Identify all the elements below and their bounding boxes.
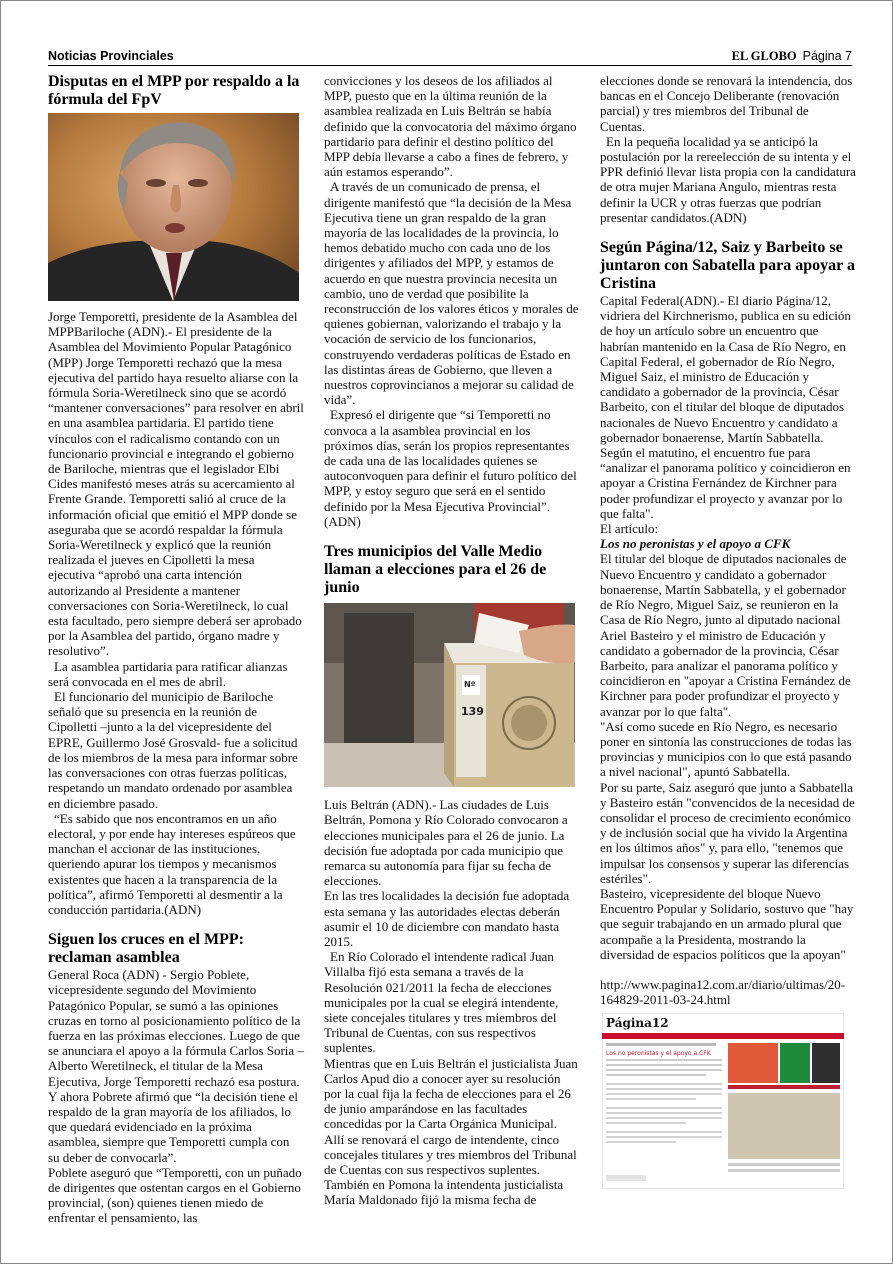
publication-name: EL GLOBO bbox=[731, 49, 797, 63]
article-paragraph: También en Pomona la intendenta justicialista María Maldonado fijó la misma fecha de bbox=[324, 1177, 564, 1208]
man-portrait-photo bbox=[48, 113, 299, 301]
article-paragraph: Poblete aseguró que “Temporetti, con un puñado de dirigentes que ostentan cargos en el Gobierno provincial, (son) quienes tienen miedo de enfrentar el pensamiento, las bbox=[48, 1164, 302, 1226]
article-paragraph: La asamblea partidaria para ratificar alianzas será convocada en el mes de abril. bbox=[48, 658, 288, 689]
article-paragraph: En la pequeña localidad ya se anticipó la postulación por la rereelección de su intenta y el PPR definió llevar lista propia con la candidatura de otra mujer Mariana Angulo, mientras resta definir la UCR y otras fuerzas que podrían presentar candidatos.(ADN) bbox=[600, 133, 856, 225]
article-paragraph: Luis Beltrán (ADN).- Las ciudades de Luis Beltrán, Pomona y Río Colorado convocaron a elecciones municipales para el 26 de junio. La decisión fue adoptada por cada municipio que remarca su autonomía para fijar su fecha de elecciones. bbox=[324, 797, 568, 889]
source-url: http://www.pagina12.com.ar/diario/ultimas/20-164829-2011-03-24.html bbox=[600, 976, 846, 1008]
p12-logo: Página12 bbox=[606, 1016, 669, 1031]
spacer bbox=[324, 529, 580, 543]
article-paragraph: convicciones y los deseos de los afiliados al MPP, puesto que en la última reunión de la asamblea realizada en Luis Beltrán se había definido que la convocatoria del máximo órgano partidario para definir el destino político del MPP debía llevarse a cabo a fines de febrero, y aún estamos esperando”. bbox=[324, 73, 577, 180]
section-title: Noticias Provinciales bbox=[48, 49, 174, 63]
ballot-box-label: Nº bbox=[464, 680, 476, 690]
article-paragraph: General Roca (ADN) - Sergio Poblete, vicepresidente segundo del Movimiento Patagónico Popular, se sumó a las opiniones cruzas en torno al posicionamiento político de la fuerza en las próximas elecciones. Luego de que se anunciara el apoyo a la fórmula Carlos Soria – Alberto Weretilneck, el titular de la Mesa Ejecutiva, Jorge Temporetti rechazó esa postura. Y ahora Pobrete afirmó que “la decisión tiene el respaldo de la gran mayoría de los afiliados, lo que quedará evidenciado en la próxima asamblea, siempre que Temporetti cumpla con su deber de convocarla”. bbox=[48, 967, 304, 1165]
article-paragraph: Mientras que en Luis Beltrán el justicialista Juan Carlos Apud dio a conocer ayer su resolución por la cual fija la fecha de elecciones para el 26 de junio amparándose en las facultades concedidas por la Carta Orgánica Municipal. bbox=[324, 1055, 578, 1132]
column-1 bbox=[48, 73, 304, 1226]
article-paragraph: El titular del bloque de diputados nacionales de Nuevo Encuentro y candidato a gobernador bonaerense, Martín Sabbatella, y el gobernador de Río Negro, Miguel Saiz, se reunieron en la Casa de Río Negro, junto al diputado nacional Ariel Basteiro y el ministro de Educación y candidato a gobernador de la provincia, César Barbeito, para analizar el panorama político y coincidieron en "apoyar a Cristina Fernández de Kirchner para poder profundizar el proyecto y avanzar por lo que falta". bbox=[600, 551, 851, 719]
article-paragraph: Jorge Temporetti, presidente de la Asamblea del MPPBariloche (ADN).- El presidente de la Asamblea del Movimiento Popular Patagónico (MPP) Jorge Temporetti rechazó que la mesa ejecutiva del partido haya resuelto aliarse con la fórmula Soria-Weretilneck sino que se acordó “mantener conversaciones” para resolver en abril en una asamblea partidaria. El partido tiene vínculos con el radicalismo contando con un funcionario provincial e integrando el gobierno de Bariloche, mientras que el legislador Elbi Cides manifestó meses atrás su acercamiento al Frente Grande. Temporetti salió al cruce de la información oficial que emitió el MPP donde se aseguraba que se acordó respaldar la fórmula Soria-Weretilneck y explicó que la reunión realizada el jueves en Cipolletti la mesa ejecutiva “aprobó una carta intención autorizando al Presidente a mantener conversaciones con Soria-Weretilneck, lo cual esta facultado, pero siempre deberá ser aprobado por la Asamblea del partido, órgano madre y resolutivo”. bbox=[48, 309, 304, 659]
article-subheading: Los no peronistas y el apoyo a CFK bbox=[600, 536, 791, 552]
article-paragraph: "Así como sucede en Río Negro, es necesario poner en sintonía las construcciones de todas las provincias y municipios con lo que está pasando a nivel nacional", apuntó Sabbatella. bbox=[600, 718, 852, 780]
article-paragraph: El artículo: bbox=[600, 521, 659, 537]
header-divider bbox=[48, 65, 852, 66]
spacer bbox=[600, 225, 856, 239]
article-title-tres-municipios: Tres municipios del Valle Medio llaman a elecciones para el 26 de junio bbox=[324, 543, 547, 597]
column-3 bbox=[600, 73, 856, 1189]
article-title-pagina12: Según Página/12, Saiz y Barbeito se juntaron con Sabatella para apoyar a Cristina bbox=[600, 239, 855, 293]
article-paragraph: Capital Federal(ADN).- El diario Página/12, vidriera del Kirchnerismo, publica en su edición de hoy un artículo sobre un encuentro que habrían mantenido en la Casa de Río Negro, en Capital Federal, el gobernador de Río Negro, Miguel Saiz, el ministro de Educación y candidato a gobernador de la provincia, César Barbeito, con el titular del bloque de diputados nacionales de Nuevo Encuentro y candidato a gobernador bonaerense, Martín Sabbatella. Según el matutino, el encuentro fue para “analizar el panorama político y coincidieron en apoyar a Cristina Fernández de Kirchner para poder profundizar el proyecto y avanzar por lo que falta". bbox=[600, 293, 851, 521]
page-number: Página 7 bbox=[802, 49, 852, 63]
article-paragraph: Expresó el dirigente que “si Temporetti no convoca a la asamblea provincial en los próximos días, serán los propios representantes de cada una de las localidades quienes se autoconvoquen para definir el futuro político del MPP, y estoy seguro que será en el sentido definido por la Mesa Ejecutiva Provincial”.(ADN) bbox=[324, 407, 577, 529]
article-paragraph: elecciones donde se renovará la intendencia, dos bancas en el Concejo Deliberante (renovación parcial) y tres miembros del Tribunal de Cuentas. bbox=[600, 73, 853, 134]
article-title-disputas: Disputas en el MPP por respaldo a la fórmula del FpV bbox=[48, 73, 300, 108]
column-2 bbox=[324, 73, 580, 1208]
article-paragraph: Allí se renovará el cargo de intendente, cinco concejales titulares y tres miembros del Tribunal de Cuentas con sus respectivos suplentes. bbox=[324, 1131, 577, 1177]
article-paragraph: A través de un comunicado de prensa, el dirigente manifestó que “la decisión de la Mesa Ejecutiva tiene un gran respaldo de la gran mayoría de las localidades de la provincia, lo hemos debatido mucho con cada uno de los dirigentes y afiliados del MPP, y estamos de acuerdo en que nuestra provincia necesita un cambio, uno de verdad que posibilite la reconstrucción de los valores éticos y morales de quienes gobiernan, valorizando el trabajo y la vocación de servicio de los funcionarios, construyendo verdaderas políticas de Estado en las distintas áreas de Gobierno, que lleven a nuestros coprovincianos a mejorar su calidad de vida”. bbox=[324, 179, 579, 408]
article-paragraph: Basteiro, vicepresidente del bloque Nuevo Encuentro Popular y Solidario, sostuvo que "hay que seguir trabajando en un armado plural que acompañe a la Presidenta, mostrando la diversidad de espacios políticos que la apoyan" bbox=[600, 885, 854, 962]
article-paragraph: En Río Colorado el intendente radical Juan Villalba fijó esta semana a través de la Resolución 021/2011 la fecha de elecciones municipales por la cual se elegirá intendente, siete concejales titulares y tres miembros del Tribunal de Cuentas, con sus respectivos suplentes. bbox=[324, 949, 559, 1056]
article-paragraph: Por su parte, Saiz aseguró que junto a Sabbatella y Basteiro están "convencidos de la necesidad de consolidar el proceso de crecimiento económico y de inclusión social que ha vivido la Argentina en los últimos años" y, para ello, "tenemos que impulsar los consensos y superar las diferencias estériles". bbox=[600, 779, 855, 886]
article-paragraph: El funcionario del municipio de Bariloche señaló que su presencia en la reunión de Cipolletti –junto a la del vicepresidente del EPRE, Guillermo José Grosvald- fue a solicitud de los miembros de la mesa para informar sobre las conversaciones con otras fuerzas políticas, respetando un mandato ordenado por asamblea en diciembre pasado. bbox=[48, 689, 298, 811]
webpage-screenshot bbox=[602, 1013, 844, 1189]
ballot-box-photo bbox=[324, 603, 575, 787]
page-header-right bbox=[732, 49, 852, 64]
ballot-box-number: 139 bbox=[461, 705, 484, 719]
p12-headline: Los no peronistas y el apoyo a CFK bbox=[606, 1050, 711, 1058]
article-paragraph: “Es sabido que nos encontramos en un año electoral, y por ende hay intereses espúreos que manchan el accionar de las instituciones, queriendo apurar los tiempos y mecanismos existentes que hacen a la transparencia de la política”, afirmó Temporetti al desmentir a la conducción partidaria.(ADN) bbox=[48, 810, 296, 917]
article-paragraph: En las tres localidades la decisión fue adoptada esta semana y las autoridades electas deberán asumir el 10 de diciembre con mandato hasta 2015. bbox=[324, 888, 570, 949]
article-title-siguen: Siguen los cruces en el MPP: reclaman asamblea bbox=[48, 931, 244, 967]
spacer bbox=[48, 917, 304, 931]
spacer bbox=[600, 962, 856, 977]
